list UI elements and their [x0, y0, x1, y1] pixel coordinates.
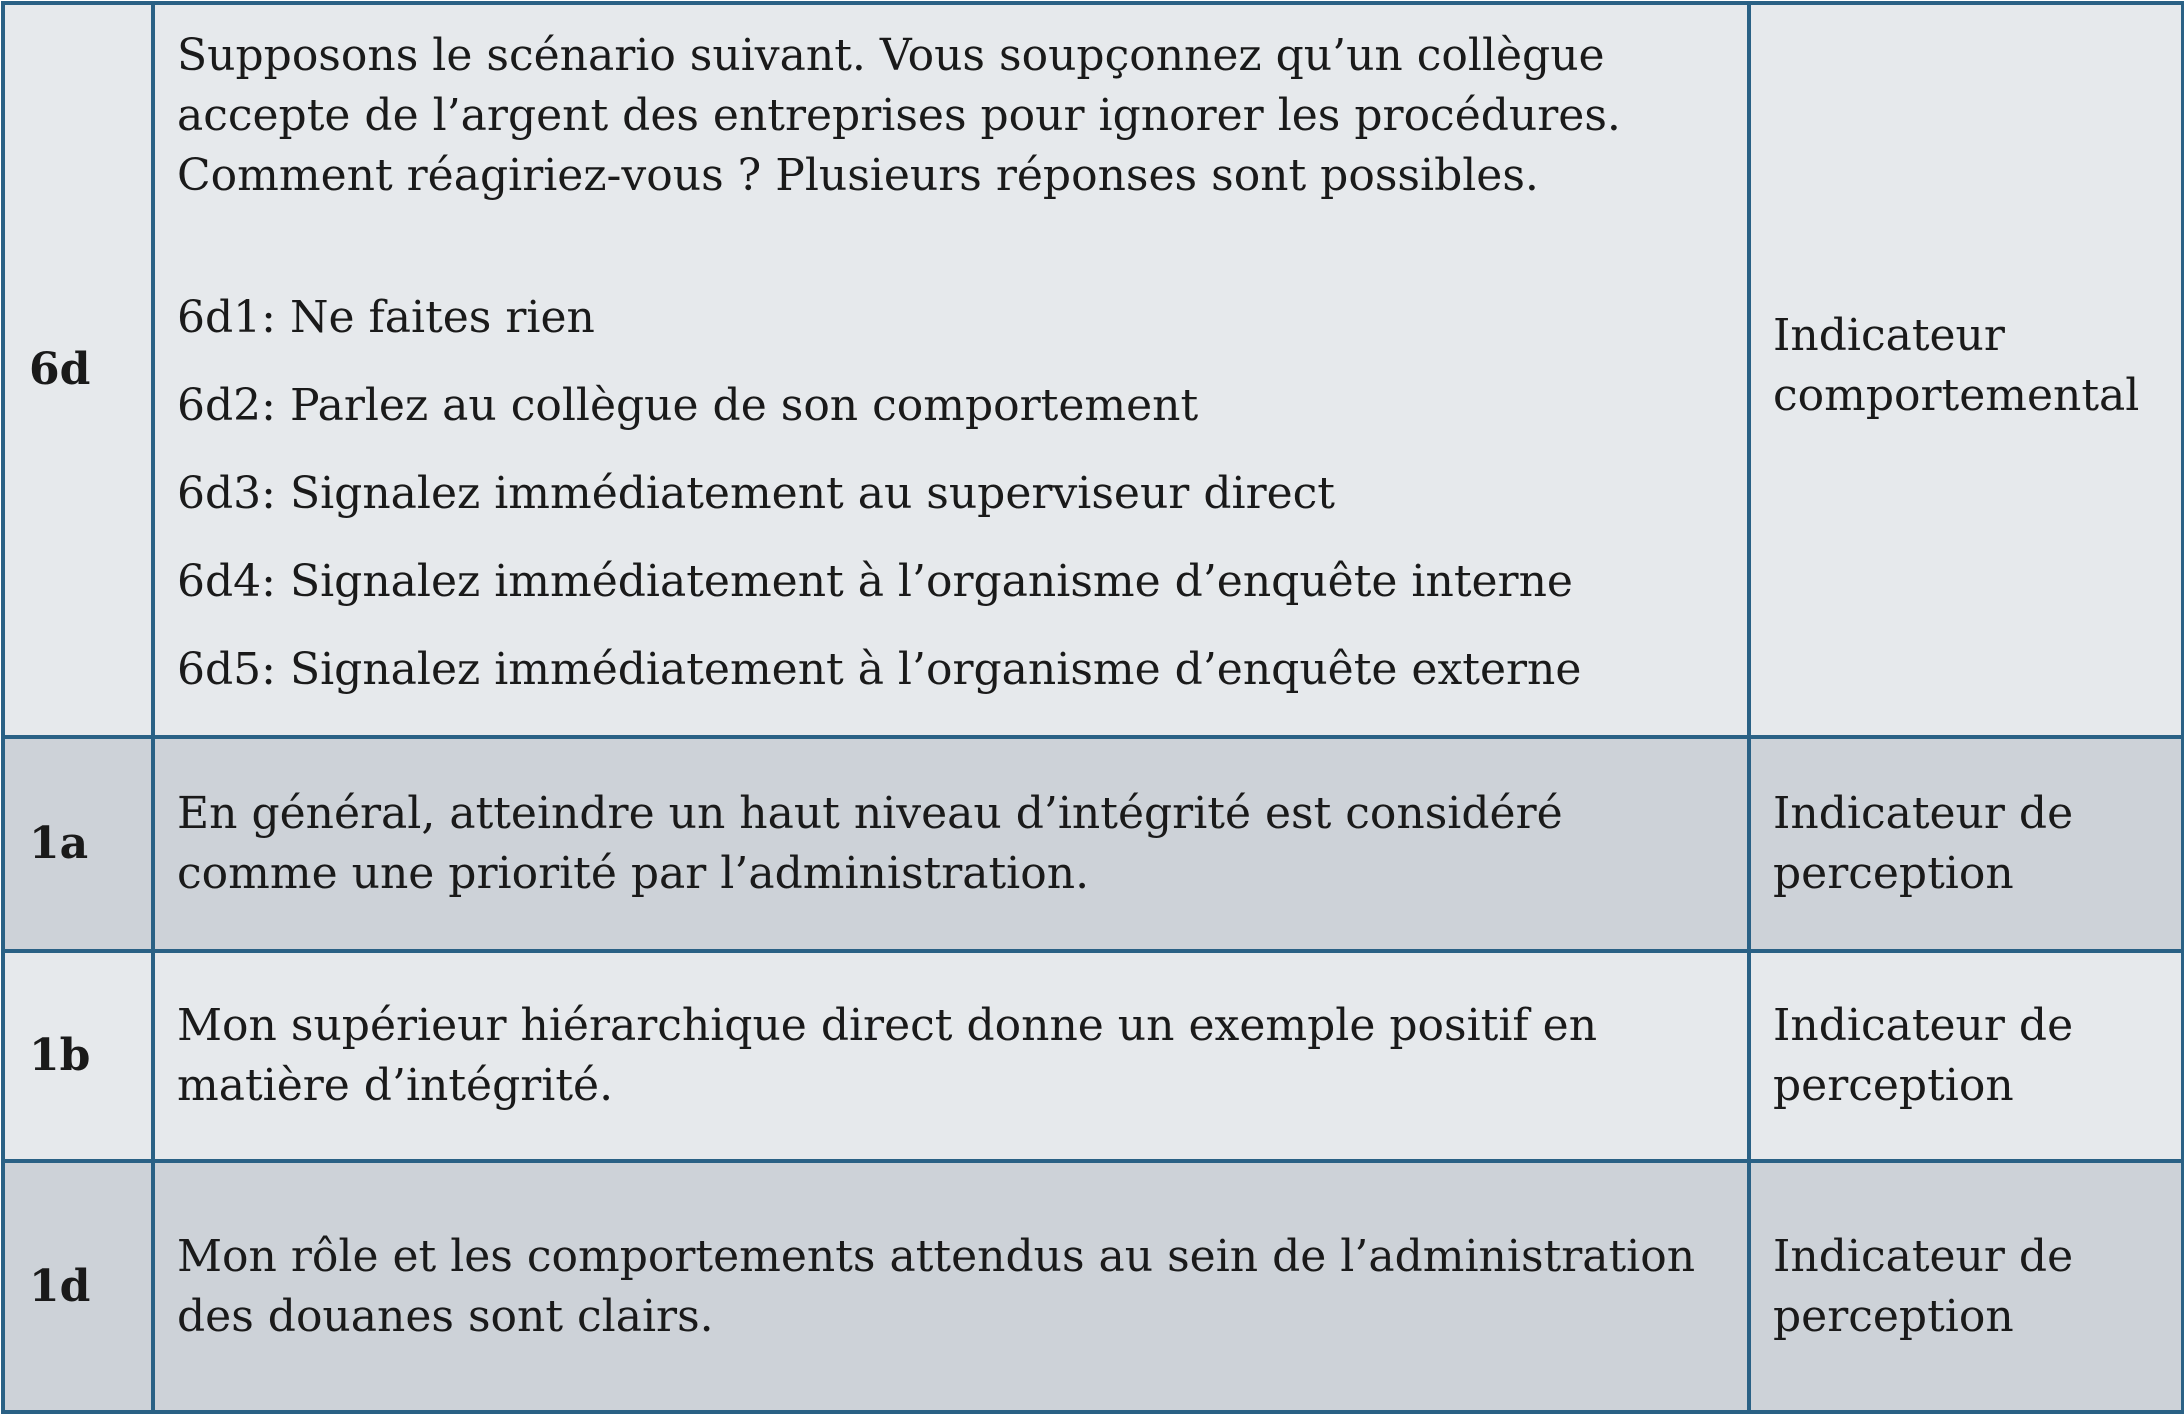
indicator-text: Indicateur comportemental: [1773, 310, 2140, 421]
indicator-text: Indicateur de perception: [1749, 737, 2183, 951]
question-cell: [153, 3, 1749, 737]
row-id: 1a: [3, 737, 153, 951]
indicator-table: [1, 1, 2184, 1414]
table-row: [3, 1161, 2183, 1412]
indicator-text: Indicateur de perception: [1749, 1161, 2183, 1412]
table-row: [3, 3, 2183, 737]
option-item: 6d3: Signalez immédiatement au superviseur direct: [177, 468, 1335, 519]
indicator-text: Indicateur de perception: [1749, 951, 2183, 1161]
row-id: 1b: [3, 951, 153, 1161]
row-id: 1d: [3, 1161, 153, 1412]
option-item: 6d1: Ne faites rien: [177, 292, 595, 343]
option-item: 6d4: Signalez immédiatement à l’organisme d’enquête interne: [177, 556, 1573, 607]
table-row: [3, 737, 2183, 951]
question-text: Supposons le scénario suivant. Vous soupçonnez qu’un collègue accepte de l’argent des entreprises pour ignorer les procédures. Comment réagiriez-vous ? Plusieurs réponses sont possibles.: [177, 30, 1621, 201]
option-item: 6d2: Parlez au collègue de son comportement: [177, 380, 1199, 431]
option-item: 6d5: Signalez immédiatement à l’organisme d’enquête externe: [177, 644, 1582, 695]
row-id: 6d: [3, 3, 153, 737]
question-text: Mon supérieur hiérarchique direct donne un exemple positif en matière d’intégrité.: [153, 951, 1749, 1161]
table-row: [3, 951, 2183, 1161]
question-text: En général, atteindre un haut niveau d’intégrité est considéré comme une priorité par l’administration.: [153, 737, 1749, 951]
indicator-cell: [1749, 3, 2183, 737]
question-text: Mon rôle et les comportements attendus au sein de l’administration des douanes sont clairs.: [153, 1161, 1749, 1412]
